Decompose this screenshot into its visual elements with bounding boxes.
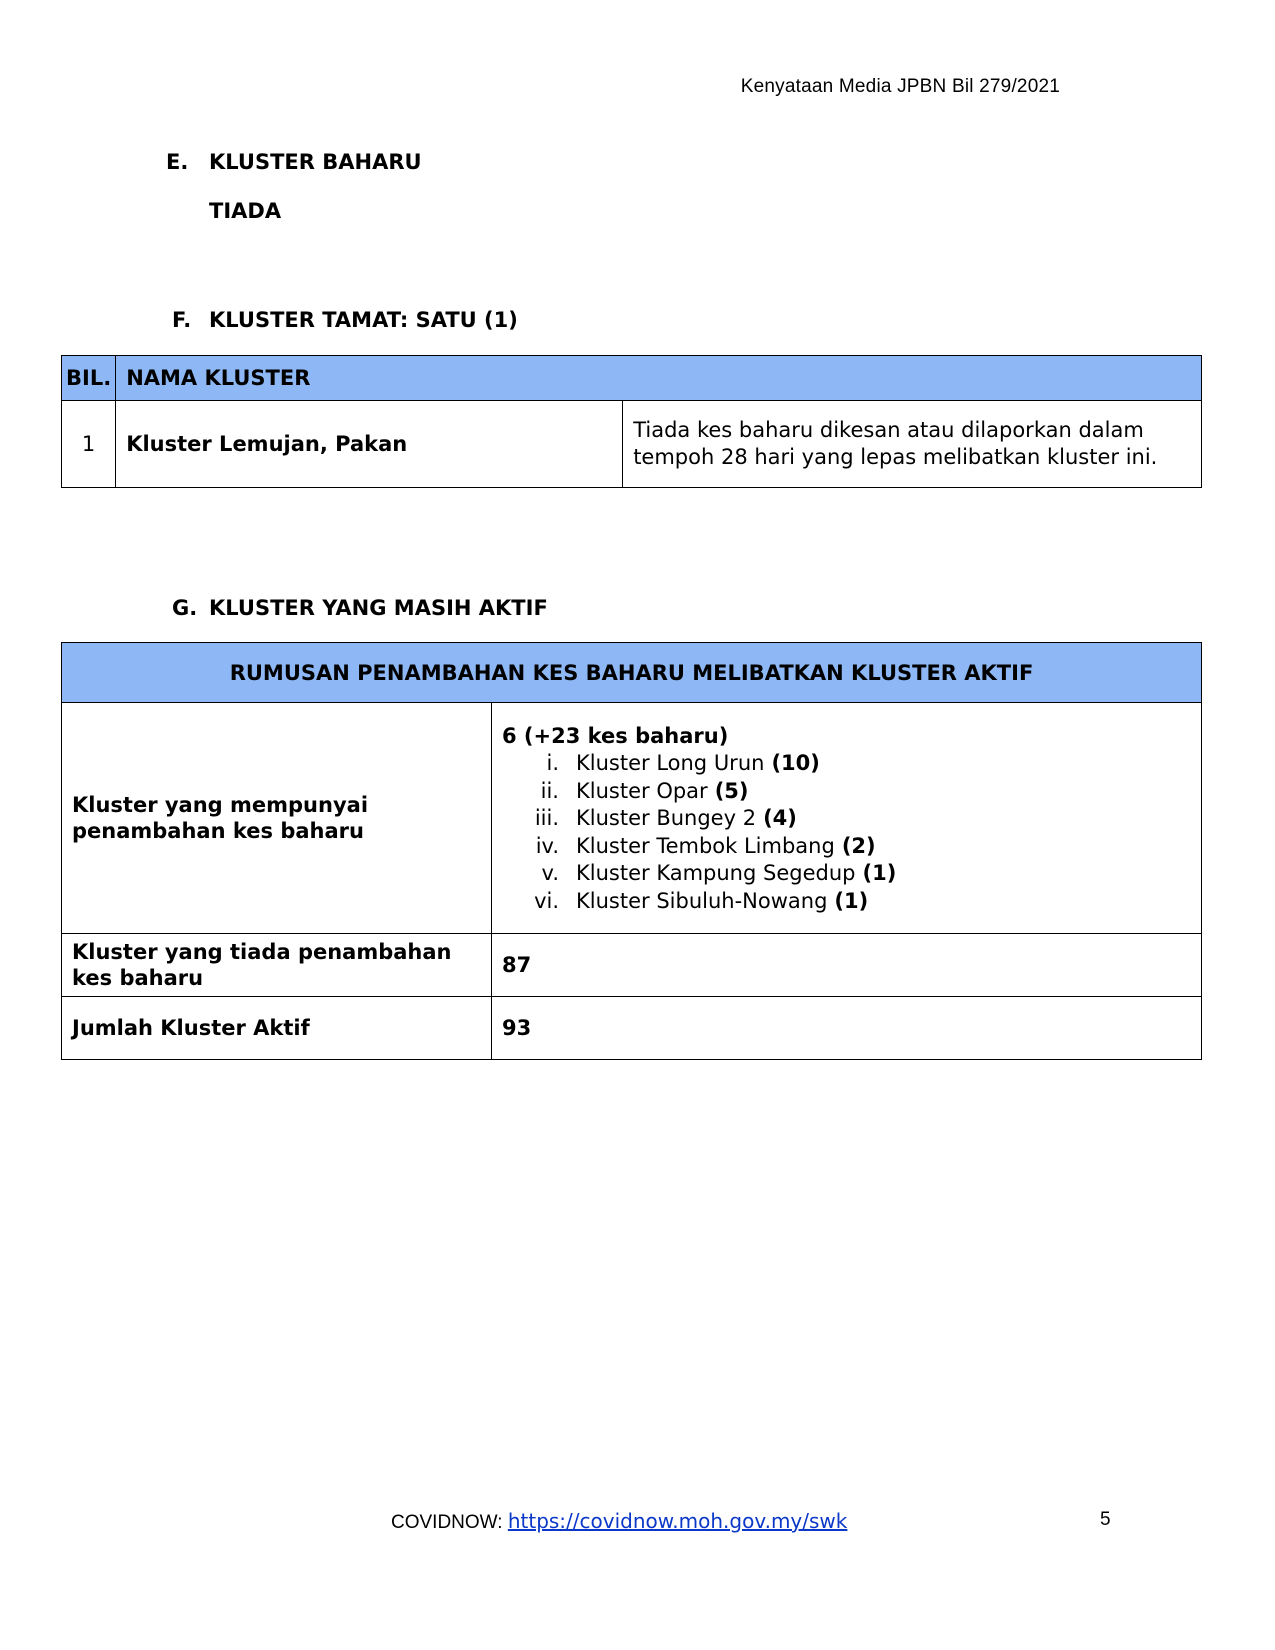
section-g-title: KLUSTER YANG MASIH AKTIF (209, 596, 548, 620)
new-cases-summary: 6 (+23 kes baharu) (502, 724, 729, 748)
list-item: ii. Kluster Opar (5) (540, 778, 749, 803)
list-item: iii. Kluster Bungey 2 (4) (534, 806, 797, 831)
list-item: iv. Kluster Tembok Limbang (2) (535, 833, 876, 858)
new-cases-cell (492, 703, 1202, 934)
table-row (62, 934, 1202, 997)
covidnow-link[interactable]: https://covidnow.moh.gov.my/swk (507, 1509, 848, 1533)
header-cluster-name: NAMA KLUSTER (116, 356, 1202, 401)
page-number: 5 (1100, 1509, 1111, 1530)
list-item: vi. Kluster Sibuluh-Nowang (1) (534, 888, 869, 913)
no-new-cases-label: Kluster yang tiada penambahan kes baharu (62, 934, 492, 997)
section-e-title: KLUSTER BAHARU (209, 150, 422, 174)
row-bil: 1 (62, 401, 116, 488)
cluster-list (502, 750, 1191, 916)
active-cluster-table (61, 642, 1202, 1060)
section-g-letter: G. (172, 596, 198, 620)
row-note: Tiada kes baharu dikesan atau dilaporkan dalam tempoh 28 hari yang lepas melibatkan kluster ini. (623, 401, 1202, 488)
total-active-label: Jumlah Kluster Aktif (62, 997, 492, 1060)
section-e-value: TIADA (209, 199, 282, 223)
no-new-cases-value: 87 (492, 934, 1202, 997)
footer (391, 1509, 847, 1534)
table-header-row (62, 356, 1202, 401)
section-f-title: KLUSTER TAMAT: SATU (1) (209, 308, 518, 332)
table-row (62, 401, 1202, 488)
section-e-letter: E. (166, 150, 189, 174)
table-header-row (62, 643, 1202, 703)
row-cluster-name: Kluster Lemujan, Pakan (116, 401, 623, 488)
ended-cluster-table (61, 355, 1202, 488)
summary-header: RUMUSAN PENAMBAHAN KES BAHARU MELIBATKAN KLUSTER AKTIF (62, 643, 1202, 703)
total-active-value: 93 (492, 997, 1202, 1060)
table-row (62, 703, 1202, 934)
table-row (62, 997, 1202, 1060)
section-f-letter: F. (172, 308, 192, 332)
new-cases-label: Kluster yang mempunyai penambahan kes baharu (62, 703, 492, 934)
list-item: i. Kluster Long Urun (10) (546, 751, 820, 775)
list-item: v. Kluster Kampung Segedup (1) (541, 861, 897, 886)
header-bil: BIL. (62, 356, 116, 401)
footer-label: COVIDNOW: (391, 1512, 508, 1533)
document-reference: Kenyataan Media JPBN Bil 279/2021 (740, 76, 1060, 97)
